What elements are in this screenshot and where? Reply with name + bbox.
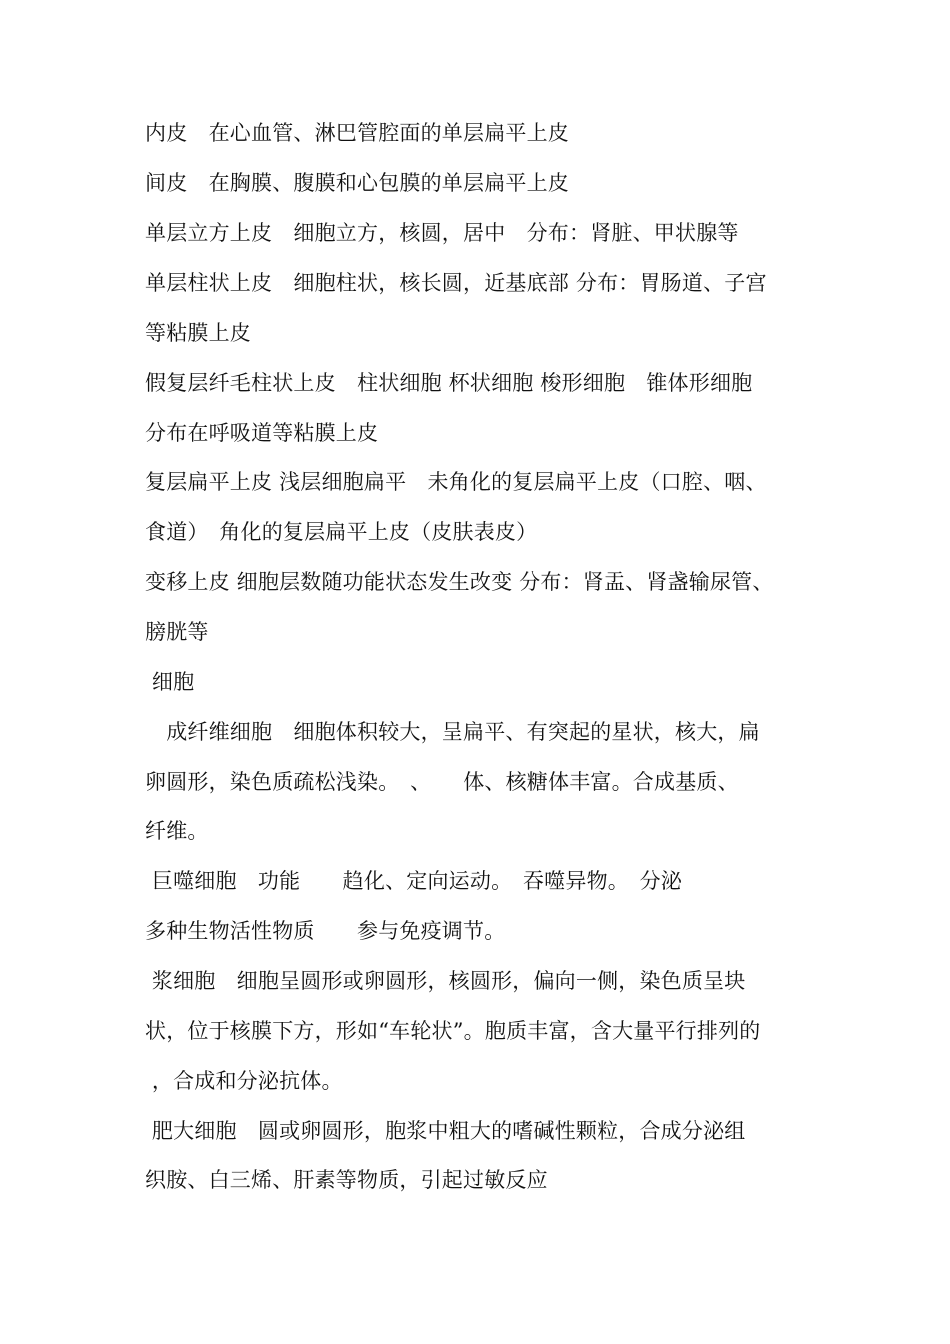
text-line: 多种生物活性物质 参与免疫调节。 bbox=[145, 919, 506, 943]
text-line: 变移上皮 细胞层数随功能状态发生改变 分布：肾盂、肾盏输尿管、 bbox=[145, 570, 774, 594]
text-line: 成纤维细胞 细胞体积较大，呈扁平、有突起的星状，核大，扁 bbox=[145, 720, 760, 744]
text-line: 纤维。 bbox=[145, 819, 209, 843]
text-line: 肥大细胞 圆或卵圆形，胞浆中粗大的嗜碱性颗粒，合成分泌组 bbox=[145, 1119, 746, 1143]
text-line: 内皮 在心血管、淋巴管腔面的单层扁平上皮 bbox=[145, 121, 569, 145]
text-line: 膀胱等 bbox=[145, 620, 209, 644]
text-line: 等粘膜上皮 bbox=[145, 321, 251, 345]
text-line: 织胺、白三烯、肝素等物质，引起过敏反应 bbox=[145, 1168, 548, 1192]
text-line: 分布在呼吸道等粘膜上皮 bbox=[145, 421, 379, 445]
section-heading: 细胞 bbox=[145, 670, 195, 694]
text-line: 复层扁平上皮 浅层细胞扁平 未角化的复层扁平上皮（口腔、咽、 bbox=[145, 470, 767, 494]
text-line: 状，位于核膜下方，形如“车轮状”。胞质丰富，含大量平行排列的 bbox=[145, 1019, 761, 1043]
text-line: 巨噬细胞 功能 趋化、定向运动。 吞噬异物。 分泌 bbox=[145, 869, 683, 893]
text-line: 单层柱状上皮 细胞柱状，核长圆，近基底部 分布：胃肠道、子宫 bbox=[145, 271, 767, 295]
text-line: 单层立方上皮 细胞立方，核圆，居中 分布：肾脏、甲状腺等 bbox=[145, 221, 739, 245]
text-line: 间皮 在胸膜、腹膜和心包膜的单层扁平上皮 bbox=[145, 171, 569, 195]
text-line: 卵圆形，染色质疏松浅染。 、 体、核糖体丰富。合成基质、 bbox=[145, 770, 739, 794]
text-line: 浆细胞 细胞呈圆形或卵圆形，核圆形，偏向一侧，染色质呈块 bbox=[145, 969, 746, 993]
text-line: 食道） 角化的复层扁平上皮（皮肤表皮） bbox=[145, 520, 538, 544]
text-line: ，合成和分泌抗体。 bbox=[145, 1069, 343, 1093]
text-line: 假复层纤毛柱状上皮 柱状细胞 杯状细胞 梭形细胞 锥体形细胞 bbox=[145, 371, 753, 395]
